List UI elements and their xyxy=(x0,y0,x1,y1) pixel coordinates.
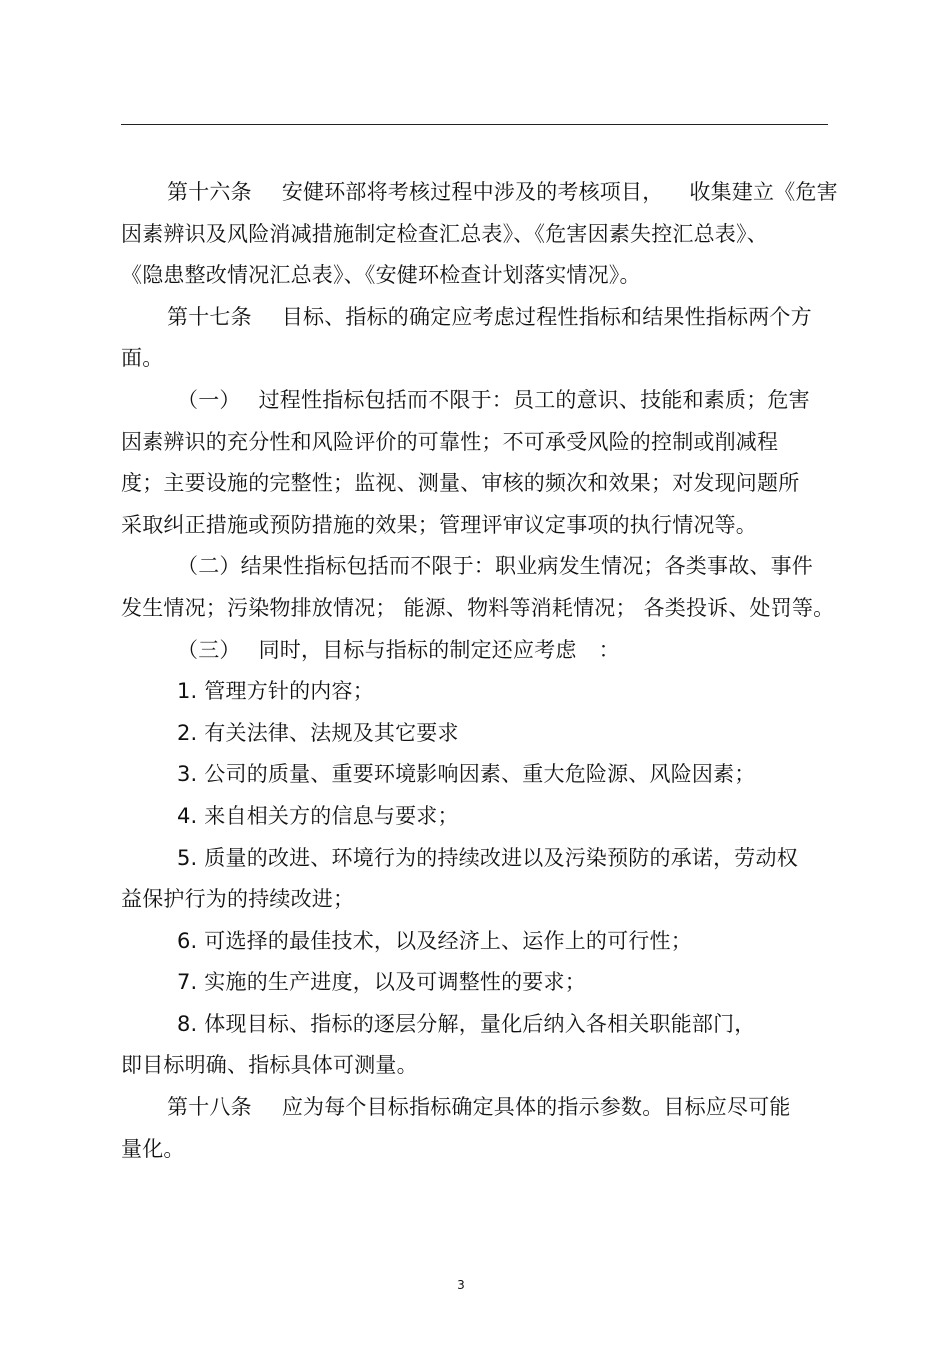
article-17-number: 第十七条 xyxy=(167,304,252,329)
item-1-line-1 xyxy=(121,380,833,422)
article-18-line-2: 量化。 xyxy=(121,1136,185,1161)
article-17-line-2: 面。 xyxy=(121,346,164,371)
article-16-text: 安健环部将考核过程中涉及的考核项目， xyxy=(281,180,664,204)
item-1-text: 过程性指标包括而不限于：员工的意识、技能和素质；危害 xyxy=(258,387,810,412)
article-18-line-1 xyxy=(121,1087,833,1129)
article-16-line-3: 《隐患整改情况汇总表》、《安健环检查计划落实情况》。 xyxy=(121,263,641,288)
list-item: 7. 实施的生产进度，以及可调整性的要求； xyxy=(177,970,586,995)
list-item: 5. 质量的改进、环境行为的持续改进以及污染预防的承诺，劳动权 xyxy=(177,845,798,870)
article-17-line-1 xyxy=(121,297,833,339)
item-1-line-2: 因素辨识的充分性和风险评价的可靠性；不可承受风险的控制或削减程 xyxy=(121,429,779,454)
item-1-line-3: 度；主要设施的完整性；监视、测量、审核的频次和效果；对发现问题所 xyxy=(121,471,800,496)
article-17-text: 目标、指标的确定应考虑过程性指标和结果性指标两个方 xyxy=(281,304,812,329)
item-2-line-1: （二）结果性指标包括而不限于：职业病发生情况；各类事故、事件 xyxy=(177,554,813,579)
list-item: 2. 有关法律、法规及其它要求 xyxy=(177,720,459,745)
article-16-text-cont: 收集建立《危害 xyxy=(689,180,838,204)
header-rule xyxy=(121,124,828,125)
list-item: 1. 管理方针的内容； xyxy=(177,679,374,704)
article-16-number: 第十六条 xyxy=(167,180,252,204)
list-item: 6. 可选择的最佳技术，以及经济上、运作上的可行性； xyxy=(177,928,692,953)
item-2-line-2: 发生情况；污染物排放情况； 能源、物料等消耗情况； 各类投诉、处罚等。 xyxy=(121,595,835,620)
item-3-colon: ： xyxy=(598,637,620,662)
item-3-line-1 xyxy=(121,630,833,672)
list-item: 3. 公司的质量、重要环境影响因素、重大危险源、风险因素； xyxy=(177,762,756,787)
list-item: 4. 来自相关方的信息与要求； xyxy=(177,803,459,828)
item-3-marker: （三） xyxy=(177,637,241,662)
article-16-line-1 xyxy=(121,172,838,214)
item-1-marker: （一） xyxy=(177,387,241,412)
page-number: 3 xyxy=(457,1278,465,1292)
item-1-line-4: 采取纠正措施或预防措施的效果；管理评审议定事项的执行情况等。 xyxy=(121,512,757,537)
document-body xyxy=(121,172,838,1170)
article-18-text: 应为每个目标指标确定具体的指示参数。目标应尽可能 xyxy=(281,1095,791,1120)
list-item-continuation: 即目标明确、指标具体可测量。 xyxy=(121,1053,418,1078)
article-18-number: 第十八条 xyxy=(167,1095,252,1120)
list-item-continuation: 益保护行为的持续改进； xyxy=(121,887,355,912)
article-16-line-2: 因素辨识及风险消减措施制定检查汇总表》、《危害因素失控汇总表》、 xyxy=(121,221,768,246)
list-item: 8. 体现目标、指标的逐层分解，量化后纳入各相关职能部门， xyxy=(177,1011,756,1036)
item-3-text: 同时，目标与指标的制定还应考虑 xyxy=(258,637,577,662)
